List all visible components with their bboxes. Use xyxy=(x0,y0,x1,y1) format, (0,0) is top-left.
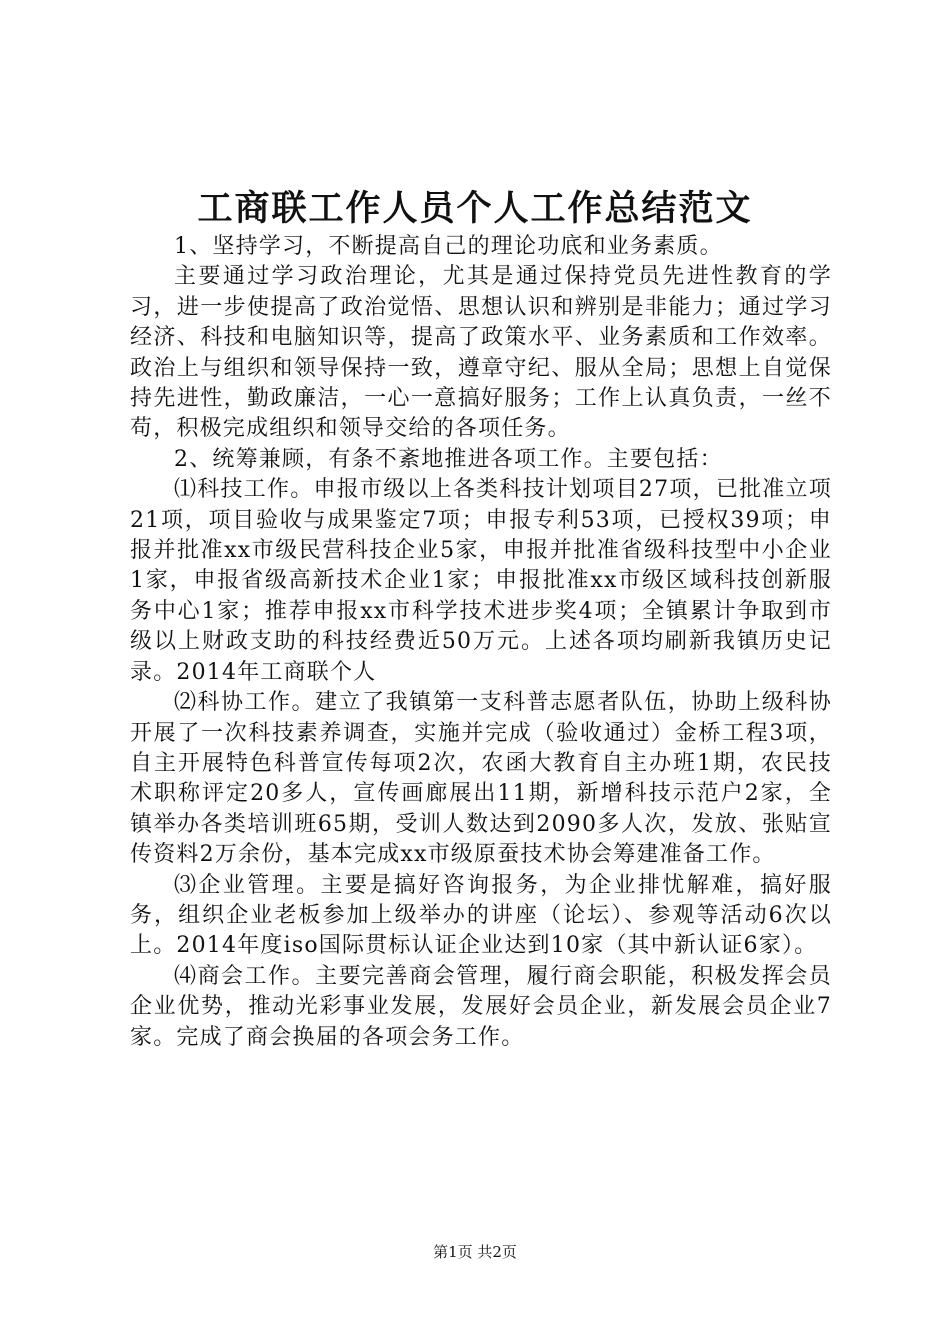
page-footer: 第1页 共2页 xyxy=(433,1243,517,1261)
paragraph-enterprise-management: ⑶企业管理。主要是搞好咨询报务，为企业排忧解难，搞好服务，组织企业老板参加上级举办的讲座（论坛）、参观等活动6次以上。2014年度iso国际贯标认证企业达到10家（其中新认证6家）。 xyxy=(130,872,832,959)
document-title: 工商联工作人员个人工作总结范文 xyxy=(197,188,753,229)
paragraph-study-detail: 主要通过学习政治理论，尤其是通过保持党员先进性教育的学习，进一步使提高了政治觉悟、思想认识和辨别是非能力；通过学习经济、科技和电脑知识等，提高了政策水平、业务素质和工作效率。政治上与组织和领导保持一致，遵章守纪、服从全局；思想上自觉保持先进性，勤政廉洁，一心一意搞好服务；工作上认真负责，一丝不苟，积极完成组织和领导交给的各项任务。 xyxy=(130,264,832,442)
paragraph-overall: 2、统筹兼顾，有条不紊地推进各项工作。主要包括： xyxy=(174,446,723,472)
paragraph-chamber-of-commerce: ⑷商会工作。主要完善商会管理，履行商会职能，积极发挥会员企业优势，推动光彩事业发展，发展好会员企业，新发展会员企业7家。完成了商会换届的各项会务工作。 xyxy=(130,963,832,1050)
paragraph-science-association: ⑵科协工作。建立了我镇第一支科普志愿者队伍，协助上级科协开展了一次科技素养调查，实施并完成（验收通过）金桥工程3项，自主开展特色科普宣传每项2次，农函大教育自主办班1期，农民技术职称评定20多人，宣传画廊展出11期，新增科技示范户2家，全镇举办各类培训班65期，受训人数达到2090多人次，发放、张贴宣传资料2万余份，基本完成xx市级原蚕技术协会筹建准备工作。 xyxy=(130,690,832,868)
paragraph-technology: ⑴科技工作。申报市级以上各类科技计划项目27项，已批准立项21项，项目验收与成果鉴定7项；申报专利53项，已授权39项；申报并批准xx市级民营科技企业5家，申报并批准省级科技型中小企业1家，申报省级高新技术企业1家；申报批准xx市级区域科技创新服务中心1家；推荐申报xx市科学技术进步奖4项；全镇累计争取到市级以上财政支助的科技经费近50万元。上述各项均刷新我镇历史记录。2014年工商联个人 xyxy=(130,477,832,685)
document-body xyxy=(130,232,832,1053)
paragraph-study: 1、坚持学习，不断提高自己的理论功底和业务素质。 xyxy=(174,234,723,259)
